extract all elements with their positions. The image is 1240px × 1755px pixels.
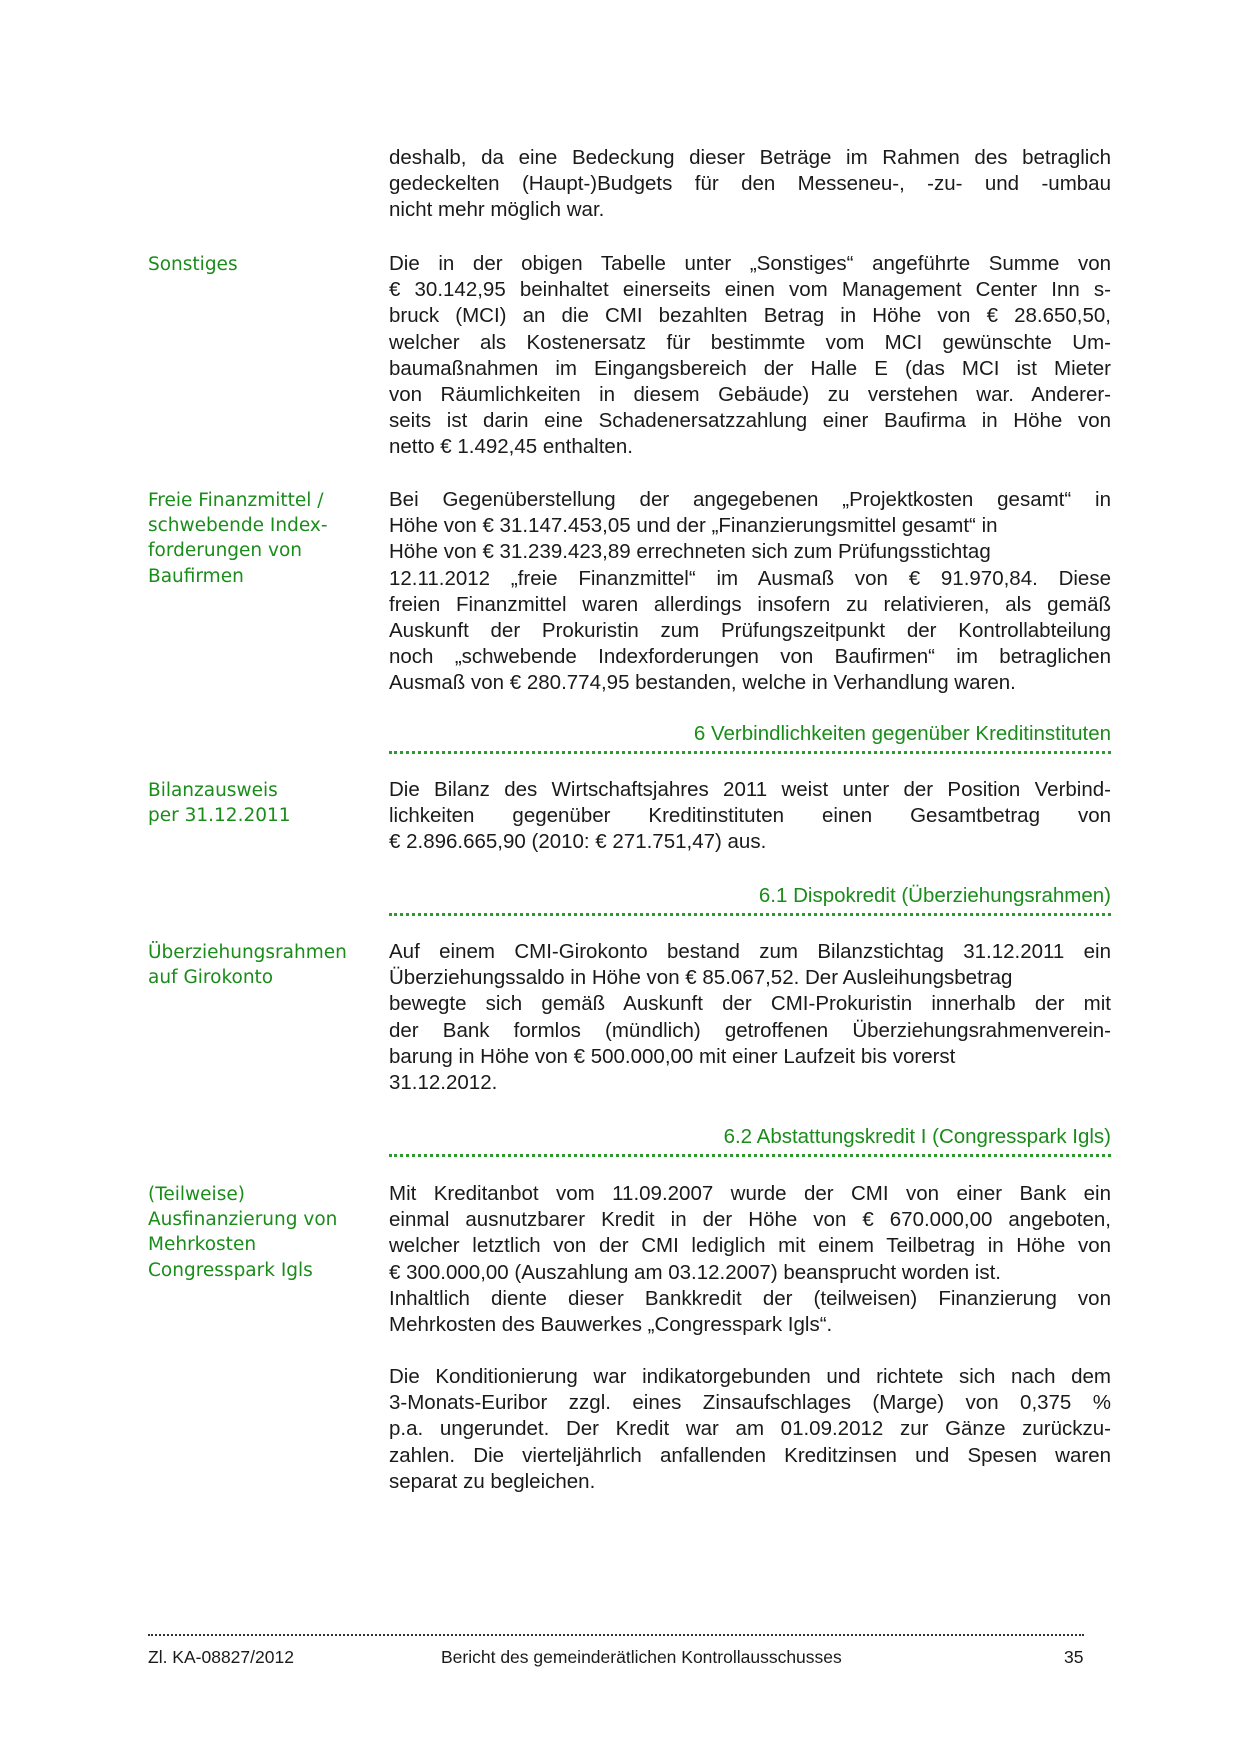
margin-note-line: Bilanzausweis	[148, 780, 278, 801]
footer-rule	[148, 1634, 1084, 1636]
footer-reference: Zl. KA-08827/2012	[148, 1647, 294, 1667]
margin-note-ueberziehungsrahmen	[148, 940, 368, 990]
text-line: Auskunft der Prokuristin zum Prüfungszeitpunkt der Kontrollabteilung	[389, 619, 1111, 643]
margin-note-line: Freie Finanzmittel /	[148, 490, 324, 511]
margin-note-line: per 31.12.2011	[148, 805, 291, 827]
section-heading-6-1: 6.1 Dispokredit (Überziehungsrahmen)	[758, 884, 1111, 907]
paragraph-konditionierung	[389, 1364, 1111, 1495]
margin-note-line: (Teilweise)	[148, 1184, 245, 1205]
section-heading-6-2: 6.2 Abstattungskredit I (Congresspark Igls)	[723, 1125, 1111, 1148]
text-line: nicht mehr möglich war.	[389, 198, 605, 222]
text-line: Bei Gegenüberstellung der angegebenen „Projektkosten gesamt“ in	[389, 488, 1111, 511]
text-line: netto € 1.492,45 enthalten.	[389, 435, 633, 459]
text-line: Höhe von € 31.239.423,89 errechneten sich zum Prüfungsstichtag	[389, 540, 991, 564]
paragraph-sonstiges	[389, 251, 1111, 461]
heading-underline	[389, 1154, 1111, 1157]
text-line: Die Konditionierung war indikatorgebunden und richtete sich nach dem	[389, 1365, 1111, 1388]
text-line: barung in Höhe von € 500.000,00 mit einer Laufzeit bis vorerst	[389, 1044, 956, 1068]
paragraph-freie-finanzmittel	[389, 487, 1111, 697]
margin-note-line: Überziehungsrahmen	[148, 942, 347, 963]
margin-note-line: Sonstiges	[148, 254, 238, 275]
text-line: € 30.142,95 beinhaltet einerseits einen vom Management Center Inn s-	[389, 278, 1111, 302]
text-line: Inhaltlich diente dieser Bankkredit der (teilweisen) Finanzierung von	[389, 1286, 1111, 1310]
text-line: gedeckelten (Haupt-)Budgets für den Messeneu-, -zu- und -umbau	[389, 172, 1111, 196]
text-line: Höhe von € 31.147.453,05 und der „Finanzierungsmittel gesamt“ in	[389, 514, 998, 538]
text-line: bewegte sich gemäß Auskunft der CMI-Prokuristin innerhalb der mit	[389, 992, 1111, 1016]
margin-note-ausfinanzierung	[148, 1182, 368, 1283]
text-line: bruck (MCI) an die CMI bezahlten Betrag in Höhe von € 28.650,50,	[389, 304, 1111, 328]
text-line: € 2.896.665,90 (2010: € 271.751,47) aus.	[389, 830, 767, 854]
text-line: Mehrkosten des Bauwerkes „Congresspark Igls“.	[389, 1313, 833, 1337]
margin-note-line: schwebende Index-	[148, 515, 328, 537]
margin-note-line: forderungen von	[148, 540, 303, 562]
footer-title: Bericht des gemeinderätlichen Kontrollausschusses	[441, 1647, 842, 1667]
text-line: p.a. ungerundet. Der Kredit war am 01.09.2012 zur Gänze zurückzu-	[389, 1417, 1111, 1441]
text-line: Überziehungssaldo in Höhe von € 85.067,52. Der Ausleihungsbetrag	[389, 966, 1013, 990]
text-line: einmal ausnutzbarer Kredit in der Höhe von € 670.000,00 angeboten,	[389, 1208, 1111, 1232]
margin-note-line: Ausfinanzierung von	[148, 1209, 338, 1231]
paragraph-ausfinanzierung	[389, 1181, 1111, 1338]
text-line: welcher als Kostenersatz für bestimmte vom MCI gewünschte Um-	[389, 330, 1111, 354]
margin-note-line: Baufirmen	[148, 565, 244, 587]
margin-note-line: Congresspark Igls	[148, 1259, 313, 1281]
text-line: zahlen. Die vierteljährlich anfallenden Kreditzinsen und Spesen waren	[389, 1443, 1111, 1467]
text-line: Mit Kreditanbot vom 11.09.2007 wurde der CMI von einer Bank ein	[389, 1182, 1111, 1205]
text-line: separat zu begleichen.	[389, 1469, 596, 1493]
text-line: noch „schwebende Indexforderungen von Baufirmen“ im betraglichen	[389, 645, 1111, 669]
section-heading-6: 6 Verbindlichkeiten gegenüber Kreditinstituten	[693, 722, 1111, 745]
text-line: von Räumlichkeiten in diesem Gebäude) zu verstehen war. Anderer-	[389, 383, 1111, 407]
text-line: deshalb, da eine Bedeckung dieser Beträge im Rahmen des betraglich	[389, 146, 1111, 169]
margin-note-bilanzausweis	[148, 778, 368, 828]
text-line: Auf einem CMI-Girokonto bestand zum Bilanzstichtag 31.12.2011 ein	[389, 940, 1111, 963]
text-line: 12.11.2012 „freie Finanzmittel“ im Ausmaß von € 91.970,84. Diese	[389, 566, 1111, 590]
margin-note-line: auf Girokonto	[148, 967, 274, 989]
text-line: lichkeiten gegenüber Kreditinstituten einen Gesamtbetrag von	[389, 804, 1111, 828]
page-number: 35	[1064, 1647, 1084, 1667]
paragraph-bilanzausweis	[389, 777, 1111, 856]
text-line: seits ist darin eine Schadenersatzzahlung einer Baufirma in Höhe von	[389, 409, 1111, 433]
paragraph-continuation	[389, 145, 1111, 224]
margin-note-line: Mehrkosten	[148, 1234, 257, 1256]
text-line: der Bank formlos (mündlich) getroffenen Überziehungsrahmenverein-	[389, 1018, 1111, 1042]
text-line: freien Finanzmittel waren allerdings insofern zu relativieren, als gemäß	[389, 592, 1111, 616]
text-line: € 300.000,00 (Auszahlung am 03.12.2007) beansprucht worden ist.	[389, 1260, 1001, 1284]
text-line: Ausmaß von € 280.774,95 bestanden, welche in Verhandlung waren.	[389, 671, 1016, 695]
margin-note-freie-finanzmittel	[148, 488, 368, 589]
paragraph-ueberziehungsrahmen	[389, 939, 1111, 1096]
text-line: 3-Monats-Euribor zzgl. eines Zinsaufschlages (Marge) von 0,375 %	[389, 1391, 1111, 1415]
text-line: Die in der obigen Tabelle unter „Sonstiges“ angeführte Summe von	[389, 252, 1111, 275]
text-line: baumaßnahmen im Eingangsbereich der Halle E (das MCI ist Mieter	[389, 356, 1111, 380]
text-line: welcher letztlich von der CMI lediglich mit einem Teilbetrag in Höhe von	[389, 1234, 1111, 1258]
margin-note-sonstiges	[148, 252, 368, 277]
heading-underline	[389, 751, 1111, 754]
text-line: 31.12.2012.	[389, 1071, 498, 1095]
heading-underline	[389, 913, 1111, 916]
text-line: Die Bilanz des Wirtschaftsjahres 2011 weist unter der Position Verbind-	[389, 778, 1111, 801]
